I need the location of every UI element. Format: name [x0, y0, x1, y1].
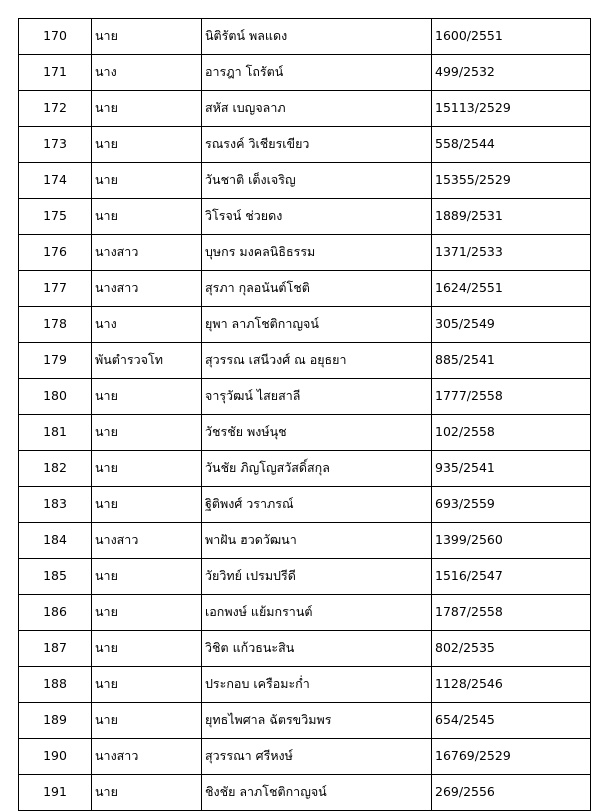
row-number: 184 [19, 523, 92, 559]
row-title: นาย [92, 487, 202, 523]
table-row [19, 739, 591, 775]
row-title: นาย [92, 19, 202, 55]
row-document-number: 1600/2551 [432, 19, 591, 55]
row-document-number: 802/2535 [432, 631, 591, 667]
row-name: ชิงชัย ลาภโชติกาญจน์ [202, 775, 432, 811]
row-number: 187 [19, 631, 92, 667]
row-number: 171 [19, 55, 92, 91]
row-number: 183 [19, 487, 92, 523]
row-title: นาย [92, 91, 202, 127]
row-number: 179 [19, 343, 92, 379]
row-document-number: 1516/2547 [432, 559, 591, 595]
table-row [19, 595, 591, 631]
row-document-number: 269/2556 [432, 775, 591, 811]
row-number: 174 [19, 163, 92, 199]
row-title: นาย [92, 775, 202, 811]
table-row [19, 451, 591, 487]
row-number: 190 [19, 739, 92, 775]
row-name: วันชัย ภิญโญสวัสดิ์สกุล [202, 451, 432, 487]
row-name: จารุวัฒน์ ไสยสาลี [202, 379, 432, 415]
row-document-number: 1889/2531 [432, 199, 591, 235]
row-number: 180 [19, 379, 92, 415]
row-title: นาย [92, 199, 202, 235]
row-number: 176 [19, 235, 92, 271]
row-document-number: 558/2544 [432, 127, 591, 163]
row-title: นาย [92, 595, 202, 631]
row-name: วิโรจน์ ช่วยดง [202, 199, 432, 235]
row-document-number: 15113/2529 [432, 91, 591, 127]
row-number: 182 [19, 451, 92, 487]
row-document-number: 305/2549 [432, 307, 591, 343]
table-row [19, 271, 591, 307]
row-number: 178 [19, 307, 92, 343]
row-name: สุรภา กุลอนันต์โชติ [202, 271, 432, 307]
row-number: 185 [19, 559, 92, 595]
row-number: 189 [19, 703, 92, 739]
row-number: 181 [19, 415, 92, 451]
row-name: ยุพา ลาภโชติกาญจน์ [202, 307, 432, 343]
roster-table [18, 18, 591, 811]
row-title: พันตำรวจโท [92, 343, 202, 379]
row-number: 186 [19, 595, 92, 631]
row-title: นาย [92, 451, 202, 487]
row-name: วิชิต แก้วธนะสิน [202, 631, 432, 667]
row-name: สุวรรณา ศรีหงษ์ [202, 739, 432, 775]
row-document-number: 1128/2546 [432, 667, 591, 703]
row-name: วัชรชัย พงษ์นุช [202, 415, 432, 451]
row-title: นางสาว [92, 271, 202, 307]
row-document-number: 1371/2533 [432, 235, 591, 271]
roster-table-body [19, 19, 591, 811]
table-row [19, 703, 591, 739]
row-title: นาย [92, 379, 202, 415]
row-name: วัยวิทย์ เปรมปรีดี [202, 559, 432, 595]
table-row [19, 667, 591, 703]
table-row [19, 307, 591, 343]
row-title: นาย [92, 415, 202, 451]
row-document-number: 1787/2558 [432, 595, 591, 631]
row-document-number: 102/2558 [432, 415, 591, 451]
row-number: 173 [19, 127, 92, 163]
table-row [19, 379, 591, 415]
table-row [19, 19, 591, 55]
row-document-number: 15355/2529 [432, 163, 591, 199]
row-title: นาย [92, 559, 202, 595]
row-title: นางสาว [92, 739, 202, 775]
table-row [19, 343, 591, 379]
table-row [19, 127, 591, 163]
row-number: 177 [19, 271, 92, 307]
table-row [19, 163, 591, 199]
row-number: 191 [19, 775, 92, 811]
table-row [19, 559, 591, 595]
row-document-number: 1777/2558 [432, 379, 591, 415]
table-row [19, 235, 591, 271]
row-title: นาย [92, 631, 202, 667]
row-name: อารฎา โถรัตน์ [202, 55, 432, 91]
row-name: ประกอบ เครือมะก่ำ [202, 667, 432, 703]
table-row [19, 199, 591, 235]
table-row [19, 55, 591, 91]
row-title: นาง [92, 55, 202, 91]
row-name: ยุทธไพศาล ฉัตรขวิมพร [202, 703, 432, 739]
row-document-number: 693/2559 [432, 487, 591, 523]
row-name: ฐิติพงศ์ วราภรณ์ [202, 487, 432, 523]
row-name: วันชาติ เต็งเจริญ [202, 163, 432, 199]
table-row [19, 415, 591, 451]
table-row [19, 523, 591, 559]
row-document-number: 654/2545 [432, 703, 591, 739]
row-document-number: 499/2532 [432, 55, 591, 91]
row-name: พาฝัน ฮวดวัฒนา [202, 523, 432, 559]
row-name: รณรงค์ วิเชียรเขียว [202, 127, 432, 163]
row-title: นาย [92, 703, 202, 739]
row-name: นิติรัตน์ พลแดง [202, 19, 432, 55]
row-number: 170 [19, 19, 92, 55]
row-title: นาย [92, 667, 202, 703]
row-number: 172 [19, 91, 92, 127]
row-number: 175 [19, 199, 92, 235]
row-name: สหัส เบญจลาภ [202, 91, 432, 127]
row-name: บุษกร มงคลนิธิธรรม [202, 235, 432, 271]
row-title: นาง [92, 307, 202, 343]
table-row [19, 775, 591, 811]
row-document-number: 1624/2551 [432, 271, 591, 307]
table-row [19, 631, 591, 667]
row-title: นาย [92, 127, 202, 163]
row-document-number: 885/2541 [432, 343, 591, 379]
row-title: นางสาว [92, 235, 202, 271]
row-document-number: 935/2541 [432, 451, 591, 487]
row-number: 188 [19, 667, 92, 703]
table-row [19, 91, 591, 127]
row-name: เอกพงษ์ แย้มกรานต์ [202, 595, 432, 631]
table-row [19, 487, 591, 523]
row-title: นางสาว [92, 523, 202, 559]
row-title: นาย [92, 163, 202, 199]
row-document-number: 1399/2560 [432, 523, 591, 559]
row-document-number: 16769/2529 [432, 739, 591, 775]
row-name: สุวรรณ เสนีวงศ์ ณ อยุธยา [202, 343, 432, 379]
